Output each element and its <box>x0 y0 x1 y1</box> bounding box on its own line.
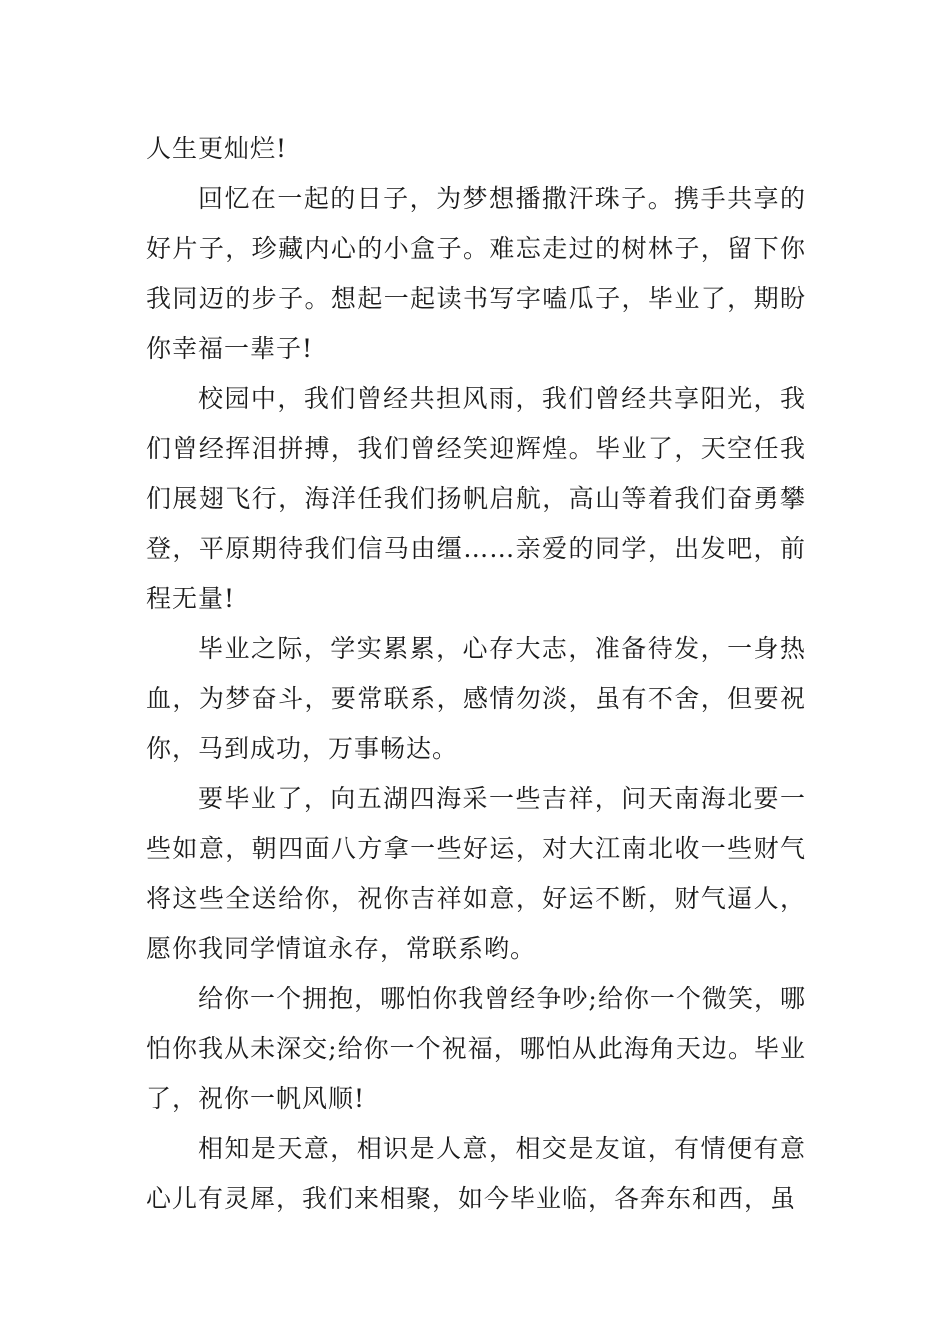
document-body <box>146 124 806 1224</box>
paragraph: 给你一个拥抱，哪怕你我曾经争吵;给你一个微笑，哪怕你我从未深交;给你一个祝福，哪怕从此海角天边。毕业了，祝你一帆风顺! <box>146 984 806 1113</box>
paragraph-continuation: 人生更灿烂! <box>146 134 288 163</box>
paragraph: 校园中，我们曾经共担风雨，我们曾经共享阳光，我们曾经挥泪拼搏，我们曾经笑迎辉煌。毕业了，天空任我们展翅飞行，海洋任我们扬帆启航，高山等着我们奋勇攀登，平原期待我们信马由缰……亲爱的同学，出发吧，前程无量! <box>146 384 806 613</box>
paragraph: 回忆在一起的日子，为梦想播撒汗珠子。携手共享的好片子，珍藏内心的小盒子。难忘走过的树林子，留下你我同迈的步子。想起一起读书写字嗑瓜子，毕业了，期盼你幸福一辈子! <box>146 184 806 363</box>
paragraph: 要毕业了，向五湖四海采一些吉祥，问天南海北要一些如意，朝四面八方拿一些好运，对大江南北收一些财气将这些全送给你，祝你吉祥如意，好运不断，财气逼人，愿你我同学情谊永存，常联系哟。 <box>146 784 806 963</box>
paragraph: 毕业之际，学实累累，心存大志，准备待发，一身热血，为梦奋斗，要常联系，感情勿淡，虽有不舍，但要祝你，马到成功，万事畅达。 <box>146 634 806 763</box>
paragraph: 相知是天意，相识是人意，相交是友谊，有情便有意心儿有灵犀，我们来相聚，如今毕业临，各奔东和西，虽 <box>146 1134 806 1213</box>
